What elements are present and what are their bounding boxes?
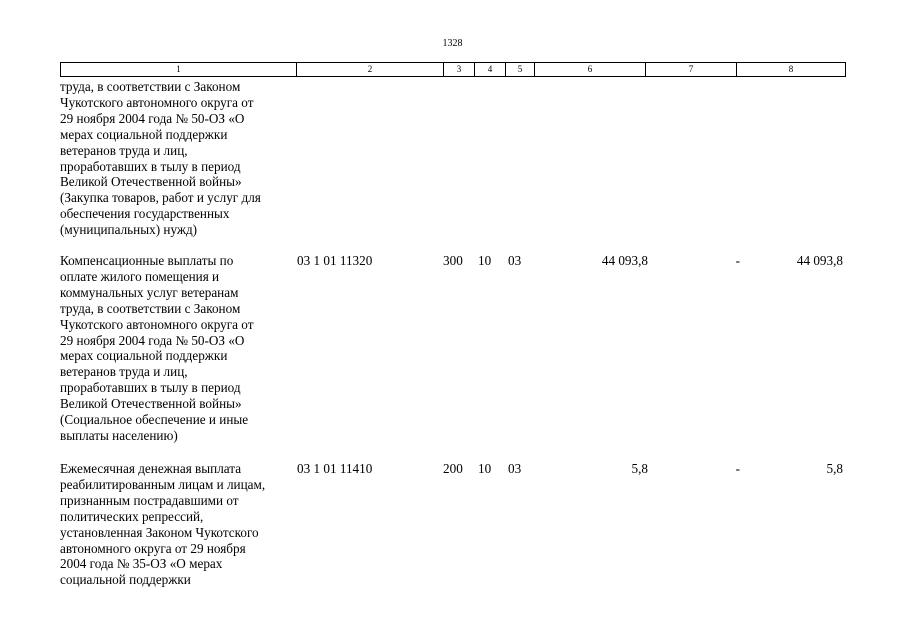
- expense-type-code: 200: [443, 461, 463, 476]
- column-header-table: [60, 62, 846, 77]
- description-line: Чукотского автономного округа от: [60, 94, 254, 110]
- description-line: ветеранов труда и лиц,: [60, 364, 188, 380]
- description-line: реабилитированным лицам и лицам,: [60, 476, 266, 492]
- amount-column-7: -: [735, 461, 740, 476]
- description-line: 29 ноября 2004 года № 50-ОЗ «О: [60, 110, 245, 126]
- description-line: ветеранов труда и лиц,: [60, 142, 188, 158]
- amount-column-6: 44 093,8: [601, 253, 648, 268]
- description-line: проработавших в тылу в период: [60, 380, 241, 396]
- description-line: политических репрессий,: [60, 508, 204, 524]
- description-line: Великой Отечественной войны»: [60, 396, 242, 412]
- subsection-code: 03: [508, 253, 522, 268]
- column-header-row: [61, 63, 846, 77]
- row-description: [60, 461, 300, 588]
- description-line: проработавших в тылу в период: [60, 158, 241, 174]
- description-line: установленная Законом Чукотского: [60, 524, 259, 540]
- description-line: признанным пострадавшими от: [60, 492, 239, 508]
- description-line: коммунальных услуг ветеранам: [60, 284, 239, 300]
- description-line: (Социальное обеспечение и иные: [60, 412, 249, 428]
- column-header-1: 1: [61, 63, 297, 77]
- page-number: 1328: [442, 38, 463, 49]
- description-line: труда, в соответствии с Законом: [60, 79, 241, 94]
- subsection-code: 03: [508, 461, 522, 476]
- description-line: мерах социальной поддержки: [60, 126, 228, 142]
- description-line: (Закупка товаров, работ и услуг для: [60, 190, 261, 206]
- description-line: 29 ноября 2004 года № 50-ОЗ «О: [60, 332, 245, 348]
- description-line: обеспечения государственных: [60, 206, 230, 222]
- amount-column-8: 44 093,8: [796, 253, 843, 268]
- target-article-code: 03 1 01 11410: [297, 461, 373, 476]
- expense-type-code: 300: [443, 253, 463, 268]
- amount-column-7: -: [735, 253, 740, 268]
- column-header-5: 5: [506, 63, 535, 77]
- row-description: [60, 79, 300, 238]
- amount-column-8: 5,8: [826, 461, 843, 476]
- amount-column-6: 5,8: [631, 461, 648, 476]
- section-code: 10: [478, 253, 492, 268]
- section-code: 10: [478, 461, 492, 476]
- row-description: [60, 253, 300, 444]
- column-header-8: 8: [737, 63, 846, 77]
- description-line: 2004 года № 35-ОЗ «О мерах: [60, 556, 223, 572]
- description-line: автономного округа от 29 ноября: [60, 540, 246, 556]
- column-header-3: 3: [444, 63, 475, 77]
- description-line: социальной поддержки: [60, 572, 191, 588]
- description-line: мерах социальной поддержки: [60, 348, 228, 364]
- description-line: труда, в соответствии с Законом: [60, 300, 241, 316]
- column-header-6: 6: [535, 63, 646, 77]
- column-header-7: 7: [646, 63, 737, 77]
- description-line: Компенсационные выплаты по: [60, 253, 234, 268]
- description-line: оплате жилого помещения и: [60, 268, 220, 284]
- description-line: (муниципальных) нужд): [60, 222, 198, 238]
- description-line: Великой Отечественной войны»: [60, 174, 242, 190]
- description-line: Ежемесячная денежная выплата: [60, 461, 242, 476]
- description-line: выплаты населению): [60, 427, 178, 443]
- target-article-code: 03 1 01 11320: [297, 253, 373, 268]
- column-header-2: 2: [297, 63, 444, 77]
- column-header-4: 4: [475, 63, 506, 77]
- description-line: Чукотского автономного округа от: [60, 316, 254, 332]
